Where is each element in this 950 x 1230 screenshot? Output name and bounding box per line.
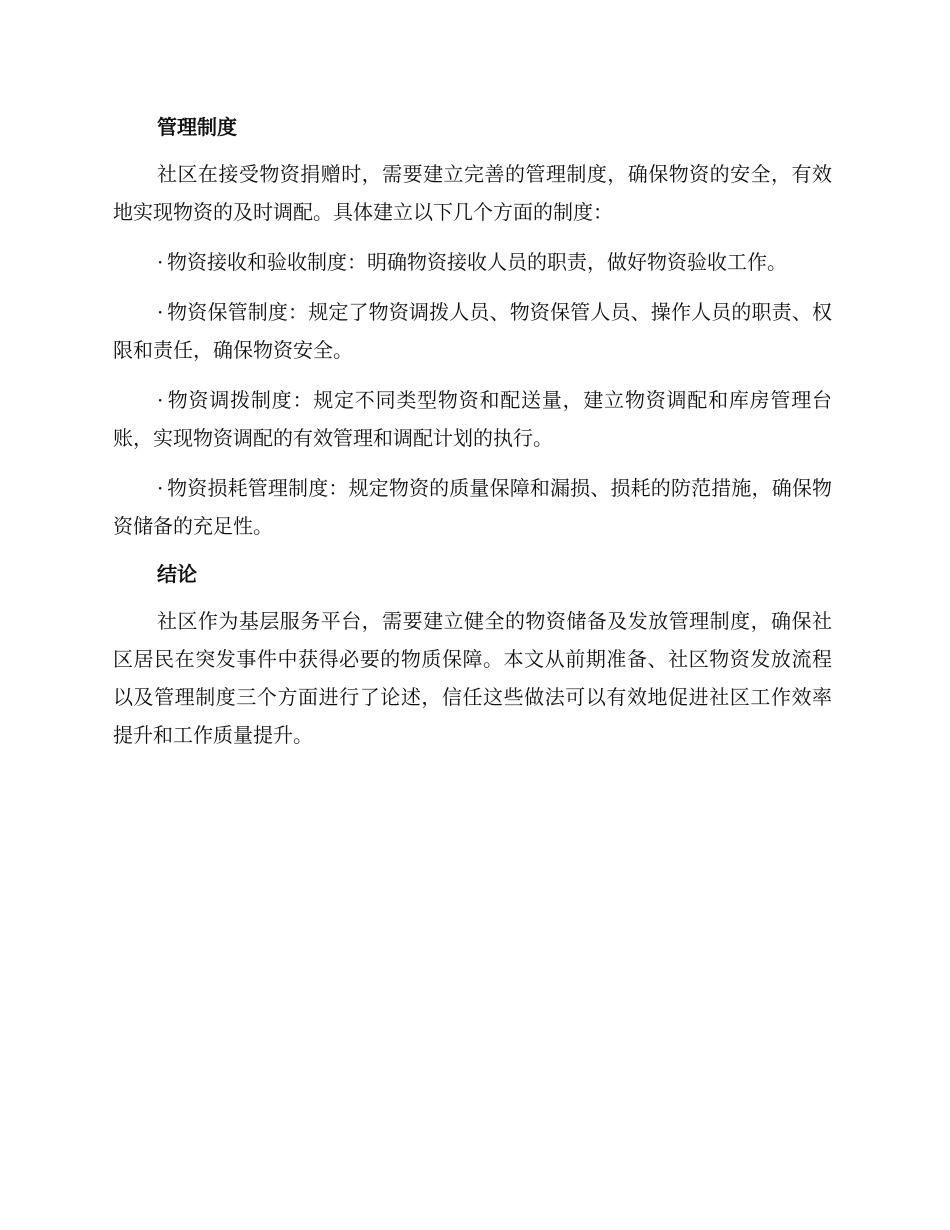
bullet-item-custody	[113, 293, 832, 369]
conclusion-paragraph: 社区作为基层服务平台，需要建立健全的物资储备及发放管理制度，确保社区居民在突发事件中获得必要的物质保障。本文从前期准备、社区物资发放流程以及管理制度三个方面进行了论述，信任这些做法可以有效地促进社区工作效率提升和工作质量提升。	[113, 609, 832, 747]
bullet-item-loss	[113, 469, 832, 545]
bullet-dot: ·	[157, 476, 164, 500]
bullet-dot: ·	[157, 250, 164, 274]
bullet-dot: ·	[157, 388, 164, 412]
bullet-item-allocation	[113, 381, 832, 457]
bullet-text: 物资保管制度：规定了物资调拨人员、物资保管人员、操作人员的职责、权限和责任，确保物资安全。	[113, 300, 832, 362]
bullet-text: 物资调拨制度：规定不同类型物资和配送量，建立物资调配和库房管理台账，实现物资调配的有效管理和调配计划的执行。	[113, 388, 832, 450]
bullet-text: 物资损耗管理制度：规定物资的质量保障和漏损、损耗的防范措施，确保物资储备的充足性。	[113, 476, 832, 538]
bullet-item-receiving	[113, 243, 832, 281]
section-heading-management: 管理制度	[157, 115, 237, 139]
section-heading-conclusion: 结论	[157, 562, 197, 586]
management-intro-paragraph: 社区在接受物资捐赠时，需要建立完善的管理制度，确保物资的安全，有效地实现物资的及时调配。具体建立以下几个方面的制度：	[113, 162, 832, 224]
bullet-dot: ·	[157, 300, 164, 324]
bullet-text: 物资接收和验收制度：明确物资接收人员的职责，做好物资验收工作。	[167, 250, 787, 274]
